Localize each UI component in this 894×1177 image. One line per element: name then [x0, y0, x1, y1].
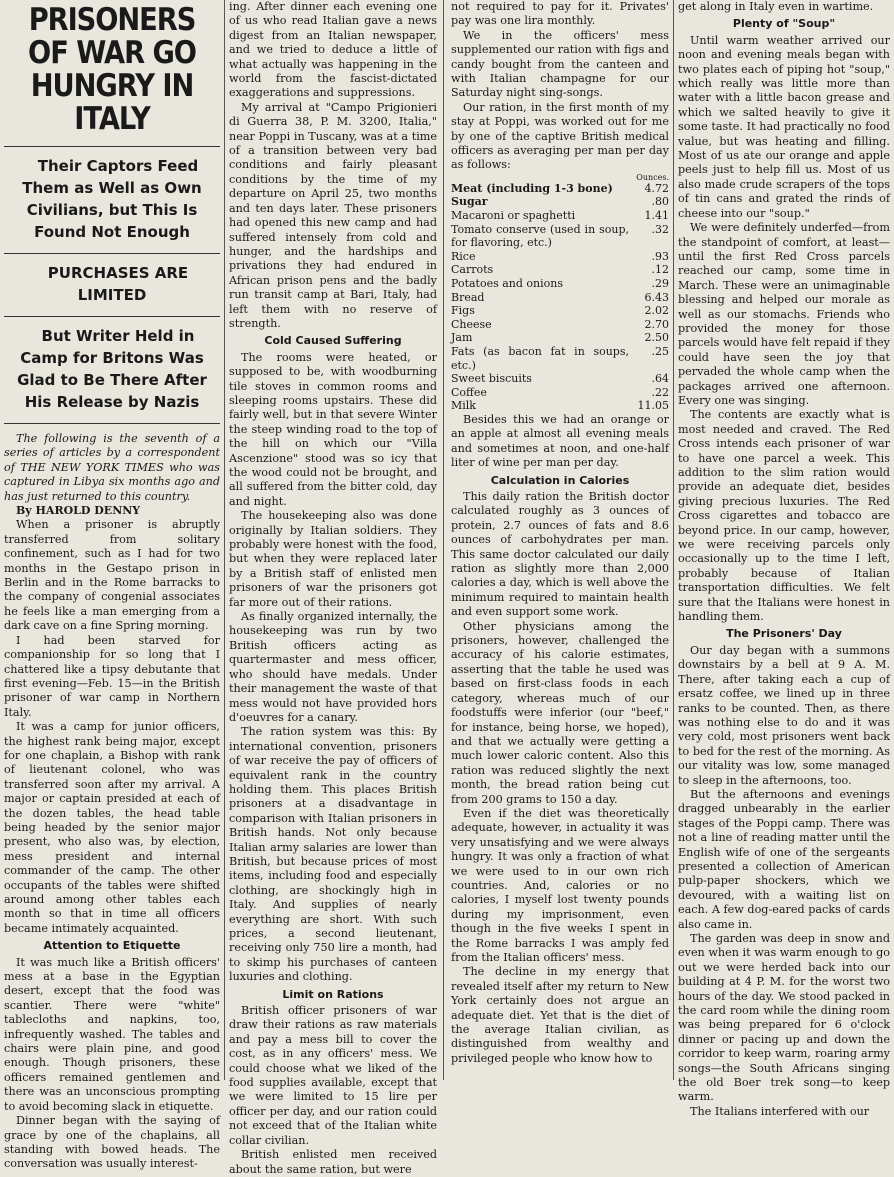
paragraph: We in the officers' mess supplemented our ration with figs and candy bought from the canteen and with Italian champagne for our Saturday night sing-songs. — [451, 28, 669, 100]
ration-item: Rice — [451, 249, 476, 263]
column-1 — [4, 0, 220, 1171]
paragraph: The rooms were heated, or supposed to be, with woodburning tile stoves in common rooms and sleeping rooms upstairs. These did fairly well, but in that severe Winter the steep winding road to the top of the hill on which our "Villa Ascenzione" stood was so icy that the wood could not be brought, and all suffered from the bitter cold, day and night. — [229, 350, 437, 508]
ration-item: Fats (as bacon fat in soups, etc.) — [451, 345, 629, 372]
paragraph: As finally organized internally, the housekeeping was run by two British officers acting as quartermaster and mess officer, who should have medals. Under their management the waste of that mess would not have provided hors d'oeuvres for a canary. — [229, 610, 437, 724]
column-2 — [229, 0, 437, 1176]
paragraph: The housekeeping also was done originally by Italian soldiers. They probably were honest with the food, but when they were replaced later by a British staff of enlisted men prisoners of war the prisoners got far more out of their rations. — [229, 509, 437, 609]
paragraph: Even if the diet was theoretically adequate, however, in actuality it was very unsatisfying and we were always hungry. It was only a fraction of what we were used to in our own rich countries. And, calories or no calories, I myself lost twenty pounds during my imprisonment, even though in the five weeks I spent in the Rome barracks I was amply fed from the Italian officers' mess. — [451, 806, 669, 964]
subhead: Attention to Etiquette — [43, 939, 181, 953]
ration-value: 2.70 — [644, 317, 669, 331]
paragraph: British officer prisoners of war draw their rations as raw materials and pay a mess bill to cover the cost, as in any officers' mess. We could choose what we liked of the food supplies available, except that we were limited to 15 lire per officer per day, and our ration could not exceed that of the Italian white collar civilian. — [229, 1004, 437, 1147]
paragraph: The contents are exactly what is most needed and craved. The Red Cross intends each prisoner of war to have one parcel a week. This addition to the slim ration would provide an adequate diet, besides giving precious luxuries. The Red Cross cigarettes and tobacco are beyond price. In our camp, however, we were receiving parcels only occasionally up to the time I left, probably because of Italian transportation difficulties. We felt sure that the Italians were honest in handling them. — [678, 408, 890, 624]
ration-item: Potatoes and onions — [451, 277, 564, 291]
paragraph: Our ration, in the first month of my stay at Poppi, was worked out for me by one of the captive British medical officers as averaging per man per day as follows: — [451, 100, 669, 172]
deck-3: But Writer Held in Camp for Britons Was Glad to Be There After His Release by Nazis — [17, 327, 207, 411]
ration-item: Meat (including 1-3 bone) — [451, 181, 613, 195]
ration-value: .64 — [651, 372, 669, 386]
ration-value: .29 — [651, 277, 669, 291]
ration-value: 1.41 — [644, 209, 669, 223]
ration-row — [451, 318, 669, 332]
paragraph: British enlisted men received about the same ration, but were — [229, 1148, 437, 1176]
ration-value: 2.02 — [644, 304, 669, 318]
paragraph: This daily ration the British doctor calculated roughly as 3 ounces of protein, 2.7 ounces of fats and 8.6 ounces of carbohydrates per man. This same doctor calculated our daily ration as slightly more than 2,000 calories a day, which is well above the minimum required to maintain health and even support some work. — [451, 490, 669, 619]
paragraph: It was much like a British officers' mess at a base in the Egyptian desert, except that the food was scantier. There were "white" tablecloths and napkins, too, infrequently washed. The tables and chairs were plain pine, and good enough. Though prisoners, these officers remained gentlemen and there was an unconscious prompting to avoid becoming slack in etiquette. — [4, 955, 220, 1113]
paragraph: get along in Italy even in wartime. — [678, 0, 874, 13]
ration-item: Sugar — [451, 195, 488, 209]
column-3 — [451, 0, 669, 1080]
paragraph: The ration system was this: By international convention, prisoners of war receive the pay of officers of equivalent rank in the country holding them. This places British prisoners at a disadvantage in comparison with Italian prisoners in British hands. Not only because Italian army salaries are lower than British, but because prices of most items, including food and especially clothing, are shockingly high in Italy. And supplies of nearly everything are short. With such prices, a second lieutenant, receiving only 750 lire a month, had to skimp his purchases of canteen luxuries and clothing. — [229, 725, 437, 984]
byline: By HAROLD DENNY — [16, 504, 141, 518]
paragraph: Until warm weather arrived our noon and evening meals began with two plates each of piping hot "soup," which really was little more than water with a little bacon grease and which we salted heavily to give it some taste. It had practically no food value, but was heating and filling. Most of us ate our orange and apple peels just to help fill us. Most of us also made crude scrapers of the tops of tin cans and grated the rinds of cheese into our "soup." — [678, 33, 890, 220]
ration-row — [451, 209, 669, 223]
paragraph: I had been starved for companionship for so long that I chattered like a tipsy debutante that first evening—Feb. 15—in the British prisoner of war camp in Northern Italy. — [4, 633, 220, 719]
headline: PRISONERS OF WAR GO HUNGRY IN ITALY — [28, 2, 196, 137]
paragraph: Dinner began with the saying of grace by one of the chaplains, all standing with bowed heads. The conversation was usually interest- — [4, 1114, 220, 1171]
paragraph: Our day began with a summons downstairs by a bell at 9 A. M. There, after taking each a cup of ersatz coffee, we lined up in three ranks to be counted. Then, as there was nothing else to do and it was very cold, most prisoners went back to bed for the rest of the morning. As our vitality was low, some managed to sleep in the afternoons, too. — [678, 643, 890, 787]
ration-value: .32 — [651, 222, 669, 236]
paragraph: not required to pay for it. Privates' pay was one lira monthly. — [451, 0, 669, 28]
ration-row — [451, 182, 669, 196]
subhead: Cold Caused Suffering — [264, 334, 402, 348]
ration-row — [451, 250, 669, 264]
ration-row — [451, 223, 669, 250]
paragraph: The decline in my energy that revealed itself after my return to New York certainly does not argue an adequate diet. Yet that is the diet of the average Italian civilian, as distinguished from wealthy and privileged people who know how to — [451, 965, 669, 1065]
paragraph: The Italians interfered with our — [690, 1104, 870, 1118]
subhead: The Prisoners' Day — [726, 627, 842, 641]
ration-table — [451, 182, 669, 413]
subhead: Calculation in Calories — [490, 473, 630, 487]
ration-item: Bread — [451, 290, 485, 304]
ration-value: 6.43 — [644, 290, 669, 304]
ration-row — [451, 291, 669, 305]
ration-item: Sweet biscuits — [451, 372, 532, 386]
paragraph: My arrival at "Campo Prigionieri di Guerra 38, P. M. 3200, Italia," near Poppi in Tuscany, was at a time of a transition between very bad conditions and fairly pleasant conditions by the time of my departure on April 25, two months and ten days later. These prisoners had opened this new camp and had suffered intensely from cold and hunger, and the hardships and privations they had endured in African prison pens and the badly run transit camp at Bari, Italy, had left them with no reserve of strength. — [229, 100, 437, 330]
ration-item: Cheese — [451, 317, 492, 331]
ration-value: .22 — [651, 385, 669, 399]
divider — [4, 253, 220, 254]
deck-1: Their Captors Feed Them as Well as Own Civilians, but This Is Found Not Enough — [22, 157, 202, 241]
ration-row — [451, 345, 669, 372]
ration-row — [451, 372, 669, 386]
ration-row — [451, 399, 669, 413]
ration-value: .93 — [651, 249, 669, 263]
ration-units: Ounces. — [636, 172, 669, 182]
ration-value: .12 — [651, 263, 669, 277]
ration-row — [451, 277, 669, 291]
ration-row — [451, 386, 669, 400]
paragraph: The garden was deep in snow and even when it was warm enough to go out we were herded back into our building at 4 P. M. for the worst two hours of the day. We stood packed in the card room while the dining room was being prepared for 6 o'clock dinner or pacing up and down the corridor to keep warm, roaring army songs—the South Africans singing the old Boer trek song—to keep warm. — [678, 932, 890, 1104]
paragraph: But the afternoons and evenings dragged unbearably in the earlier stages of the Poppi camp. There was not a line of reading matter until the English wife of one of the sergeants presented a collection of American pulp-paper shockers, which we devoured, with a waiting list on each. A few dog-eared packs of cards also came in. — [678, 787, 891, 931]
editor-note: The following is the seventh of a series of articles by a correspondent of THE NEW YORK TIMES who was captured in Libya six months ago and has just returned to this country. — [4, 432, 220, 503]
ration-value: .25 — [651, 345, 669, 358]
paragraph: It was a camp for junior officers, the highest rank being major, except for one chaplain, a Bishop with rank of lieutenant colonel, who was transferred soon after my arrival. A major or captain presided at each of the dozen tables, the head table being headed by the senior major present, who also was, by election, mess president and internal commander of the camp. The other occupants of the tables were shifted around among other tables each month so that in time all officers became intimately acquainted. — [4, 720, 220, 935]
divider — [4, 146, 220, 147]
ration-value: 2.50 — [644, 331, 669, 345]
ration-row — [451, 331, 669, 345]
column-4 — [678, 0, 891, 1118]
ration-item: Macaroni or spaghetti — [451, 209, 576, 223]
ration-item: Jam — [451, 331, 473, 345]
deck-2: PURCHASES ARE LIMITED — [47, 264, 189, 304]
ration-row — [451, 304, 669, 318]
subhead: Limit on Rations — [282, 987, 384, 1001]
subhead: Plenty of "Soup" — [732, 17, 836, 31]
ration-item: Figs — [451, 304, 475, 318]
paragraph: We were definitely underfed—from the standpoint of comfort, at least—until the first Red Cross parcels reached our camp, some time in March. These were an unimaginable blessing and helped our morale as well as our stomachs. Friends who provided the money for those parcels would have felt repaid if they could have seen the joy that pervaded the whole camp when the packages arrived one afternoon. Every one was singing. — [678, 221, 890, 407]
divider — [4, 316, 220, 317]
ration-row — [451, 195, 669, 209]
column-rule — [443, 0, 444, 1080]
paragraph: Besides this we had an orange or an apple at almost all evening meals and sometimes at noon, and one-half liter of wine per man per day. — [451, 412, 669, 470]
paragraph: When a prisoner is abruptly transferred from solitary confinement, such as I had for two months in the Gestapo prison in Berlin and in the Rome barracks to the company of congenial associates he feels like a man emerging from a dark cave on a fine Spring morning. — [4, 518, 220, 633]
ration-item: Carrots — [451, 263, 494, 277]
ration-value: .80 — [651, 195, 669, 209]
ration-item: Milk — [451, 399, 476, 413]
column-rule — [224, 0, 225, 1080]
ration-value: 11.05 — [637, 399, 669, 413]
paragraph: ing. After dinner each evening one of us who read Italian gave a news digest from an Italian newspaper, and we tried to deduce a little of what actually was happening in the world from the fascist-dictated exaggerations and suppressions. — [229, 0, 437, 100]
paragraph: Other physicians among the prisoners, however, challenged the accuracy of his calorie estimates, asserting that the table he used was based on first-class foods in each category, whereas much of our foodstuffs were inferior (our "beef," for instance, being horse, we hoped), and that we actually were getting a much lower caloric content. Also this ration was reduced slightly the next month, the bread ration being cut from 200 grams to 150 a day. — [451, 619, 669, 806]
column-rule — [673, 0, 674, 1080]
ration-item: Coffee — [451, 385, 487, 399]
ration-row — [451, 263, 669, 277]
ration-value: 4.72 — [644, 181, 669, 195]
ration-item: Tomato conserve (used in soup, for flavoring, etc.) — [451, 222, 629, 250]
divider — [4, 423, 220, 424]
